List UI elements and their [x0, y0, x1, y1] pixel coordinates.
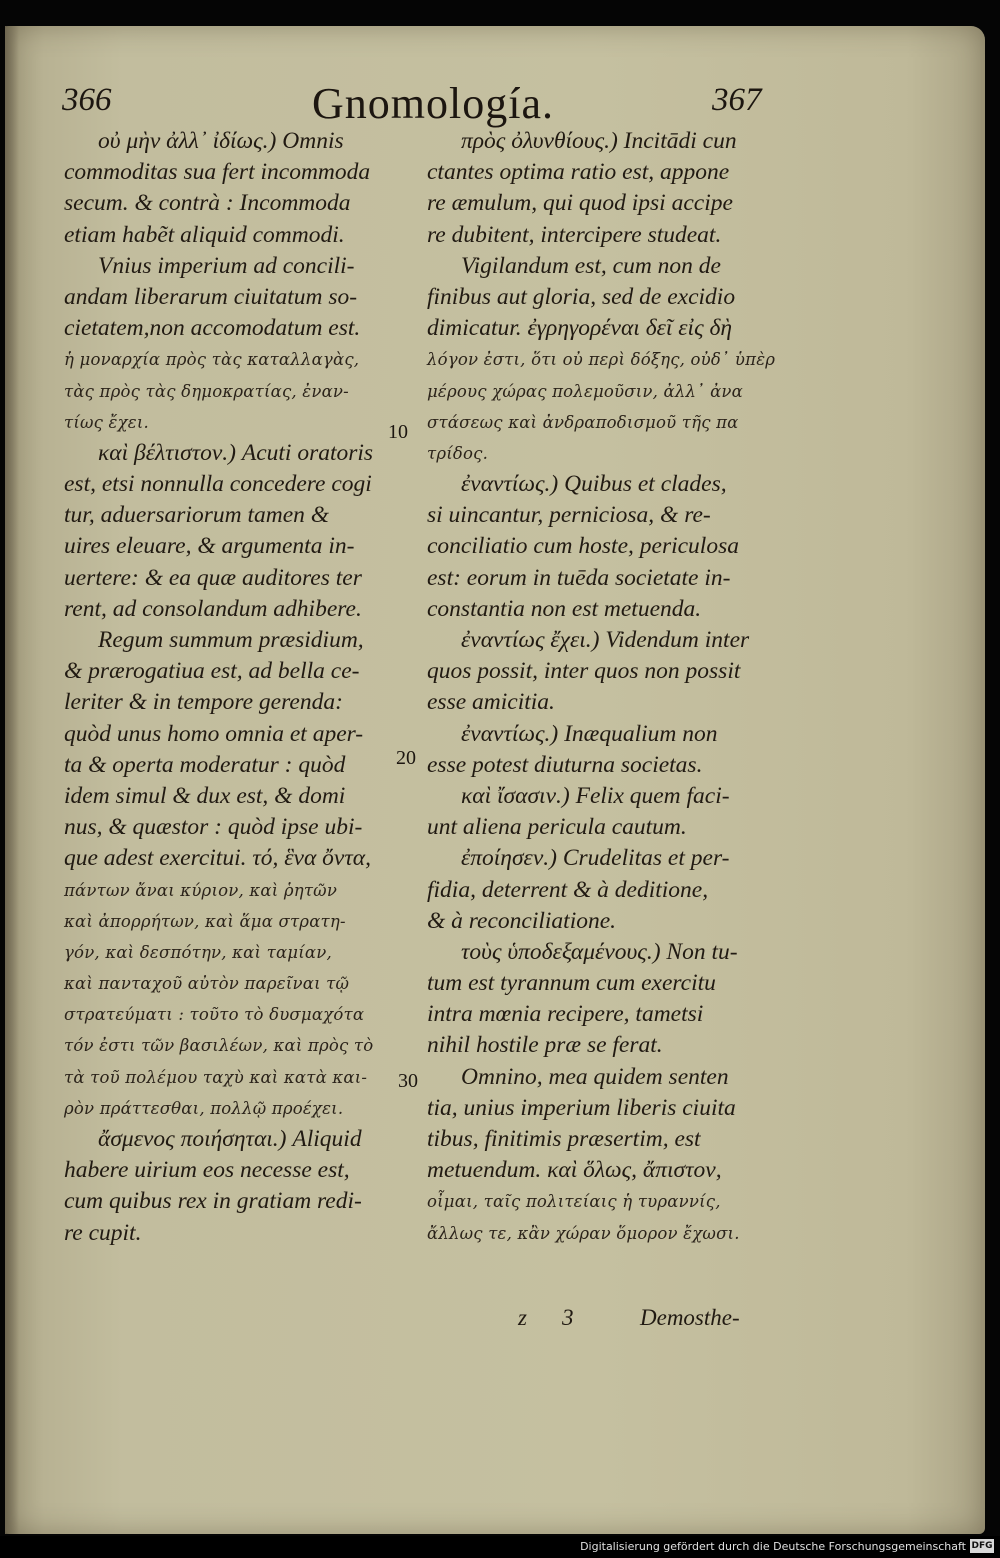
left-column-text-line: andam liberarum ciuitatum so-	[64, 283, 358, 310]
right-column-text-line: ἐποίησεν.) Crudelitas et per-	[461, 845, 730, 872]
left-column-text-line: leriter & in tempore gerenda:	[64, 689, 343, 716]
left-column-text-line: nus, & quæstor : quòd ipse ubi-	[64, 814, 363, 841]
right-column-text-line: λόγον ἐστι, ὅτι οὐ περὶ δόξης, οὐδ᾽ ὑπὲρ	[427, 350, 776, 370]
right-column-text-line: conciliatio cum hoste, periculosa	[427, 533, 739, 560]
left-column-text-line: ἡ μοναρχία πρὸς τὰς καταλλαγὰς,	[64, 350, 360, 370]
right-column-text-line: ἄλλως τε, κἂν χώραν ὅμορον ἔχωσι.	[427, 1223, 740, 1243]
right-column-text-line: intra mœnia recipere, tametsi	[427, 1001, 704, 1028]
right-column-text-line: ἐναντίως.) Quibus et clades,	[461, 471, 727, 498]
left-column-text-line: est, etsi nonnulla concedere cogi	[64, 471, 372, 498]
right-column-text-line: τρίδος.	[427, 443, 489, 463]
right-column-text-line: re dubitent, intercipere studeat.	[427, 221, 722, 248]
right-column-text-line: tum est tyrannum cum exercitu	[427, 970, 716, 997]
line-number-20: 20	[396, 747, 416, 769]
left-column-text-line: καὶ ἀπορρήτων, καὶ ἅμα στρατη-	[64, 911, 346, 931]
running-header	[0, 78, 1000, 128]
right-column-text-line: quos possit, inter quos non possit	[427, 658, 741, 685]
right-column-text-line: Vigilandum est, cum non de	[461, 252, 721, 279]
left-column-text-line: ἄσμενος ποιήσηται.) Aliquid	[98, 1126, 362, 1152]
banner-text: Digitalisierung gefördert durch die Deutsche Forschungsgemeinschaft	[580, 1540, 966, 1553]
left-column-text-line: & prærogatiua est, ad bella ce-	[64, 658, 360, 685]
left-column-text-line: τὰ τοῦ πολέμου ταχὺ καὶ κατὰ και-	[64, 1067, 368, 1087]
left-column-text-line: γόν, καὶ δεσπότην, καὶ ταμίαν,	[64, 942, 332, 962]
left-column-text-line: idem simul & dux est, & domi	[64, 782, 346, 809]
right-column-text-line: tibus, finitimis præsertim, est	[427, 1126, 701, 1152]
right-column-text-line: re æmulum, qui quod ipsi accipe	[427, 190, 733, 217]
left-column	[64, 126, 404, 1249]
catchword: Demosthe-	[640, 1305, 740, 1330]
right-column-text-line: ἐναντίως ἔχει.) Videndum inter	[461, 627, 750, 653]
signature-number: 3	[562, 1305, 574, 1330]
left-column-text-line: τίως ἔχει.	[64, 412, 149, 432]
page-footer	[0, 1305, 1000, 1339]
left-column-text-line: habere uirium eos necesse est,	[64, 1157, 350, 1184]
left-column-text-line: cietatem,non accomodatum est.	[64, 315, 361, 342]
left-column-text-line: πάντων ἄναι κύριον, καὶ ῥητῶν	[64, 880, 338, 900]
left-column-text-line: que adest exercitui. τό, ἓνα ὄντα,	[64, 845, 371, 872]
right-column-text-line: est: eorum in tuēda societate in-	[427, 564, 731, 591]
left-column-text-line: καὶ πανταχοῦ αὐτὸν παρεῖναι τῷ	[64, 974, 350, 994]
left-column-text-line: tur, aduersariorum tamen &	[64, 502, 330, 529]
running-title: Gnomología.	[312, 79, 554, 128]
line-number-30: 30	[398, 1070, 418, 1092]
left-column-text-line: οὐ μὴν ἀλλ᾽ ἰδίως.) Omnis	[98, 128, 344, 154]
signature-letter: z	[518, 1305, 527, 1330]
left-column-text-line: secum. & contrà : Incommoda	[64, 190, 351, 217]
right-column-text-line: μέρους χώρας πολεμοῦσιν, ἀλλ᾽ ἀνα	[427, 381, 744, 401]
dfg-logo: DFG	[971, 1541, 993, 1551]
right-column-text-line: dimicatur. ἐγρηγορέναι δεῖ εἰς δὴ	[427, 315, 733, 342]
left-column-text-line: uires eleuare, & argumenta in-	[64, 533, 355, 560]
right-column-text-line: unt aliena pericula cautum.	[427, 814, 687, 841]
left-column-text-line: ρὸν πράττεσθαι, πολλῷ προέχει.	[64, 1098, 344, 1118]
left-column-text-line: uertere: & ea quæ auditores ter	[64, 564, 362, 591]
left-column-text-line: re cupit.	[64, 1219, 142, 1246]
right-column-text-line: Omnino, mea quidem senten	[461, 1063, 729, 1090]
right-column-text-line: esse amicitia.	[427, 689, 555, 716]
right-column-text-line: fidia, deterrent & à deditione,	[427, 876, 709, 903]
left-column-text-line: ta & operta moderatur : quòd	[64, 751, 346, 778]
line-number-10: 10	[388, 421, 408, 443]
right-column-text-line: οἶμαι, ταῖς πολιτείαις ἡ τυραννίς,	[427, 1192, 721, 1212]
right-column-text-line: metuendum. καὶ ὅλως, ἄπιστον,	[427, 1157, 722, 1184]
right-column-text-line: esse potest diuturna societas.	[427, 751, 703, 778]
left-column-text-line: Vnius imperium ad concili-	[98, 252, 355, 279]
left-column-text-line: Regum summum præsidium,	[98, 627, 364, 653]
left-column-text-line: στρατεύματι : τοῦτο τὸ δυσμαχότα	[64, 1005, 365, 1025]
page-number-left: 366	[62, 82, 112, 118]
right-column-text-line: ἐναντίως.) Inæqualium non	[461, 720, 718, 747]
right-column-text-line: πρὸς ὀλυνθίους.) Incitādi cun	[461, 128, 737, 154]
left-column-text-line: quòd unus homo omnia et aper-	[64, 720, 364, 747]
right-column-text-line: si uincantur, perniciosa, & re-	[427, 502, 711, 529]
right-column-text-line: tia, unius imperium liberis ciuita	[427, 1094, 736, 1121]
right-column-text-line: τοὺς ὑποδεξαμένους.) Non tu-	[461, 938, 738, 965]
right-column	[427, 126, 776, 1249]
digitization-banner	[0, 1536, 1000, 1558]
right-column-text-line: στάσεως καὶ ἀνδραποδισμοῦ τῆς πα	[427, 412, 739, 432]
left-column-text-line: commoditas sua fert incommoda	[64, 159, 371, 186]
right-column-text-line: ctantes optima ratio est, appone	[427, 159, 730, 186]
page-number-right: 367	[712, 82, 762, 118]
left-column-text-line: etiam habẽt aliquid commodi.	[64, 221, 345, 248]
right-column-text-line: καὶ ἴσασιν.) Felix quem faci-	[461, 782, 730, 809]
right-column-text-line: finibus aut gloria, sed de excidio	[427, 283, 736, 310]
left-column-text-line: τόν ἐστι τῶν βασιλέων, καὶ πρὸς τὸ	[64, 1036, 374, 1056]
left-column-text-line: καὶ βέλτιστον.) Acuti oratoris	[98, 439, 374, 466]
left-column-text-line: rent, ad consolandum adhibere.	[64, 595, 362, 622]
right-column-text-line: nihil hostile præ se ferat.	[427, 1032, 663, 1059]
left-column-text-line: τὰς πρὸς τὰς δημοκρατίας, ἐναν-	[64, 381, 349, 401]
right-column-text-line: constantia non est metuenda.	[427, 595, 702, 622]
right-column-text-line: & à reconciliatione.	[427, 907, 617, 934]
left-column-text-line: cum quibus rex in gratiam redi-	[64, 1188, 362, 1215]
